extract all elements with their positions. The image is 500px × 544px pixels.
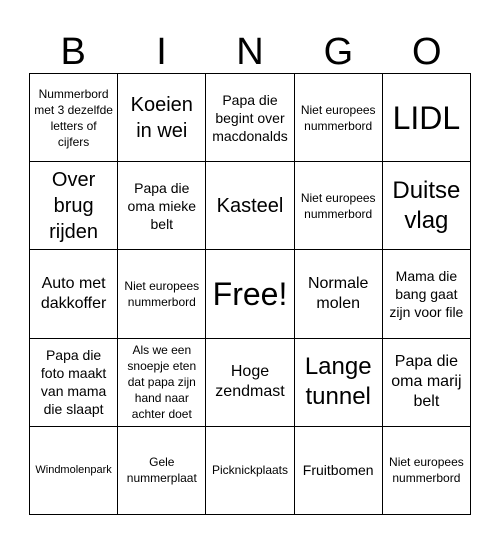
- bingo-cell[interactable]: [295, 250, 383, 338]
- bingo-cell-text: Windmolenpark: [35, 464, 112, 477]
- bingo-cell[interactable]: [383, 162, 471, 250]
- bingo-cell[interactable]: [118, 250, 206, 338]
- bingo-cell[interactable]: [383, 339, 471, 427]
- bingo-cell-text: Normale molen: [307, 274, 369, 312]
- bingo-cell[interactable]: [30, 427, 118, 515]
- bingo-cell[interactable]: [118, 339, 206, 427]
- bingo-cell-text: Duitse vlag: [392, 176, 461, 234]
- bingo-cell-text: Lange tunnel: [304, 353, 372, 411]
- header-letter-i: I: [156, 31, 167, 73]
- bingo-cell-text: Mama die bang gaat zijn voor file: [389, 267, 464, 320]
- bingo-cell[interactable]: [295, 339, 383, 427]
- bingo-cell[interactable]: [30, 162, 118, 250]
- bingo-cell[interactable]: [383, 427, 471, 515]
- bingo-cell[interactable]: [30, 250, 118, 338]
- bingo-cell-text: Picknickplaats: [211, 463, 288, 478]
- header-letter-o: O: [411, 31, 442, 73]
- bingo-cell[interactable]: [206, 427, 294, 515]
- header-letter-n: N: [236, 31, 264, 73]
- bingo-cell[interactable]: [295, 74, 383, 162]
- bingo-cell-text: Koeien in wei: [130, 93, 193, 142]
- bingo-cell-text: Auto met dakkoffer: [40, 274, 107, 312]
- bingo-cell-text: Gele nummerplaat: [126, 455, 197, 486]
- bingo-cell-text: Hoge zendmast: [215, 363, 285, 401]
- bingo-cell-text: Als we een snoepje eten dat papa zijn hand naar achter doet: [127, 343, 197, 422]
- bingo-cell[interactable]: [118, 74, 206, 162]
- bingo-grid: [29, 73, 471, 515]
- bingo-cell[interactable]: [30, 74, 118, 162]
- bingo-header: [29, 30, 471, 74]
- bingo-cell-text: Papa die oma marij belt: [391, 353, 462, 411]
- header-letter-b: B: [60, 31, 86, 73]
- bingo-cell[interactable]: [206, 74, 294, 162]
- bingo-cell[interactable]: [206, 339, 294, 427]
- bingo-cell-text: Kasteel: [216, 194, 284, 217]
- bingo-cell[interactable]: [30, 339, 118, 427]
- bingo-cell-text: Niet europees nummerbord: [124, 278, 200, 309]
- bingo-cell-text: Niet europees nummerbord: [300, 190, 376, 221]
- bingo-cell-text: Nummerbord met 3 dezelfde letters of cijfers: [34, 86, 113, 149]
- bingo-cell-text: Papa die begint over macdonalds: [212, 91, 288, 144]
- bingo-cell-text: LIDL: [392, 99, 461, 136]
- bingo-cell[interactable]: [118, 162, 206, 250]
- bingo-cell[interactable]: [295, 162, 383, 250]
- bingo-cell[interactable]: [206, 162, 294, 250]
- bingo-cell-text: Niet europees nummerbord: [389, 455, 464, 486]
- bingo-cell-text: Niet europees nummerbord: [300, 102, 376, 133]
- bingo-cell-text: Fruitbomen: [302, 462, 374, 479]
- bingo-cell-text: Over brug rijden: [49, 168, 99, 243]
- bingo-cell-text: Free!: [212, 275, 288, 312]
- bingo-cell[interactable]: [206, 250, 294, 338]
- bingo-cell[interactable]: [295, 427, 383, 515]
- bingo-cell[interactable]: [383, 74, 471, 162]
- bingo-cell[interactable]: [118, 427, 206, 515]
- bingo-cell-text: Papa die oma mieke belt: [127, 179, 197, 232]
- bingo-cell[interactable]: [383, 250, 471, 338]
- header-letter-g: G: [323, 31, 354, 73]
- bingo-cell-text: Papa die foto maakt van mama die slaapt: [40, 347, 107, 418]
